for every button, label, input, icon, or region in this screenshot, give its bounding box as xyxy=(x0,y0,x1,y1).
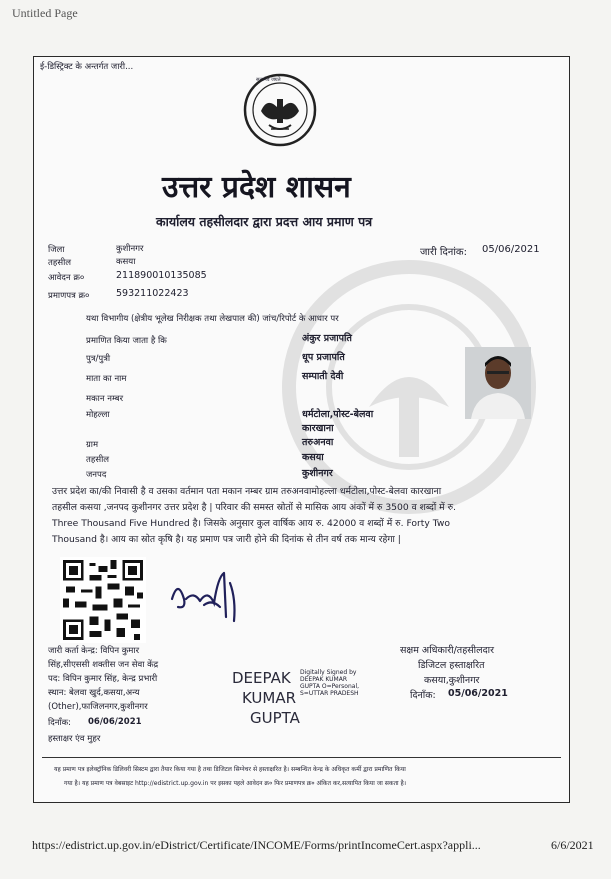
browser-page-title: Untitled Page xyxy=(12,6,78,20)
holder-name: अंकुर प्रजापति xyxy=(302,333,352,344)
tehsil2-label: तहसील xyxy=(86,455,110,465)
authority-line-1: सक्षम अधिकारी/तहसीलदार xyxy=(400,645,494,656)
digital-sign-detail-3: GUPTA O=Personal, xyxy=(300,683,360,690)
district-value: कुशीनगर xyxy=(116,244,144,254)
income-certificate xyxy=(33,56,570,803)
certificate-number: 593211022423 xyxy=(116,288,189,299)
issuer-line-5: (Other),फाजिलनगर,कुशीनगर xyxy=(48,702,148,712)
mother-label: माता का नाम xyxy=(86,374,127,384)
tehsil-label: तहसील xyxy=(48,258,72,268)
authority-line-2: डिजिटल हस्ताक्षरित xyxy=(418,660,485,671)
address-paragraph-line-2: तहसील कसया ,जनपद कुशीनगर उत्तर प्रदेश है | परिवार की समस्त स्रोतों से मासिक आय अंकों में रु 3500 व शब्दों में रु. xyxy=(52,502,456,513)
top-note: ई-डिस्ट्रिक्ट के अन्तर्गत जारी... xyxy=(40,62,134,72)
father-name: धूप प्रजापति xyxy=(302,352,345,363)
digital-sign-name-3: GUPTA xyxy=(250,709,300,727)
district-label: जिला xyxy=(48,245,65,255)
issuer-line-1: जारी कर्ता केन्द्र: विपिन कुमार xyxy=(48,646,140,656)
issuer-line-7: हस्ताक्षर एंव मुहर xyxy=(48,734,101,744)
application-label: आवेदन क्र० xyxy=(48,273,85,283)
footer-divider xyxy=(42,757,561,758)
income-paragraph-line-4: Thousand है। आय का स्रोत कृषि है। यह प्रमाण पत्र जारी होने की दिनांक से तीन वर्ष तक मान्य रहेगा | xyxy=(52,534,401,545)
issuer-line-4: स्थान: बेलवा खुर्द,कसया,अन्य xyxy=(48,688,140,698)
village-label: ग्राम xyxy=(86,440,99,450)
emblem-text: सत्यमेव जयते xyxy=(256,77,281,83)
certificate-number-label: प्रमाणपत्र क्र० xyxy=(48,291,90,301)
authority-date: 05/06/2021 xyxy=(448,688,508,699)
print-footer-date: 6/6/2021 xyxy=(551,838,594,852)
issue-date: 05/06/2021 xyxy=(482,244,540,255)
income-paragraph-line-3: Three Thousand Five Hundred है। जिसके अनुसार कुल वार्षिक आय रु. 42000 व शब्दों में रु. Forty Two xyxy=(52,518,450,529)
handwritten-signature-icon xyxy=(164,569,254,625)
footer-note-line-2: गया है। यह प्रमाण पत्र वेबसाइट http://edistrict.up.gov.in पर इसका पहले आवेदन क्र० फिर प्रमाणपत्र क्र० अंकित कर,सत्यापित किया जा सकता है। xyxy=(64,780,407,787)
application-number: 211890010135085 xyxy=(116,270,207,281)
father-label: पुत्र/पुत्री xyxy=(86,354,111,364)
footer-note-line-1: यह प्रमाण पत्र इलेक्ट्रॉनिक डिलिवरी सिस्टम द्वारा तैयार किया गया है तथा डिजिटल सिग्नेचर से हस्ताक्षरित है। सम्बन्धित केन्द्र के अधिकृत कर्मी द्वारा प्रमाणित किया xyxy=(54,766,406,773)
issuer-line-3: पद: विपिन कुमार सिंह, केन्द्र प्रभारी xyxy=(48,674,158,684)
tehsil2-value: कसया xyxy=(302,452,324,463)
digital-sign-name-1: DEEPAK xyxy=(232,669,291,687)
issuer-date-label: दिनाँक: xyxy=(48,718,72,728)
intro-line: यथा विभागीय (क्षेत्रीय भूलेख निरीक्षक तथा लेखपाल की) जांच/रिपोर्ट के आधार पर xyxy=(86,314,339,324)
digital-sign-detail-1: Digitally Signed by xyxy=(300,669,357,676)
house-label: मकान नम्बर xyxy=(86,394,124,404)
digital-sign-detail-2: DEEPAK KUMAR xyxy=(300,676,347,683)
qr-code-icon xyxy=(60,557,146,643)
locality-label: मोहल्ला xyxy=(86,410,110,420)
district2-label: जनपद xyxy=(86,470,107,480)
authority-line-3: कसया,कुशीनगर xyxy=(424,675,480,686)
village-value: तरुअनवा xyxy=(302,437,334,448)
issue-date-label: जारी दिनांक: xyxy=(420,247,467,258)
district2-value: कुशीनगर xyxy=(302,468,333,479)
print-footer-url: https://edistrict.up.gov.in/eDistrict/Certificate/INCOME/Forms/printIncomeCert.aspx?appli... xyxy=(32,838,481,852)
holder-photo xyxy=(465,347,531,419)
mother-name: सम्पाती देवी xyxy=(302,371,344,382)
issuer-line-2: सिंह,सीएससी शक्तीस जन सेवा केंद्र xyxy=(48,660,159,670)
certificate-subtitle: कार्यालय तहसीलदार द्वारा प्रदत्त आय प्रमाण पत्र xyxy=(156,214,373,229)
locality-value-1: धर्मटोला,पोस्ट-बेलवा xyxy=(302,409,374,420)
authority-date-label: दिनाँक: xyxy=(410,690,436,701)
issuer-date: 06/06/2021 xyxy=(88,717,142,727)
certified-label: प्रमाणित किया जाता है कि xyxy=(86,336,167,346)
tehsil-value: कसया xyxy=(116,257,136,267)
digital-sign-detail-4: S=UTTAR PRADESH xyxy=(300,690,359,697)
government-title: उत्तर प्रदेश शासन xyxy=(162,170,351,205)
locality-value-2: कारखाना xyxy=(302,423,334,434)
digital-sign-name-2: KUMAR xyxy=(242,689,297,707)
address-paragraph-line-1: उत्तर प्रदेश का/की निवासी है व उसका वर्तमान पता मकान नम्बर ग्राम तरुअनवामोहल्ला धर्मटोला,पोस्ट-बेलवा कारखाना xyxy=(52,486,442,497)
